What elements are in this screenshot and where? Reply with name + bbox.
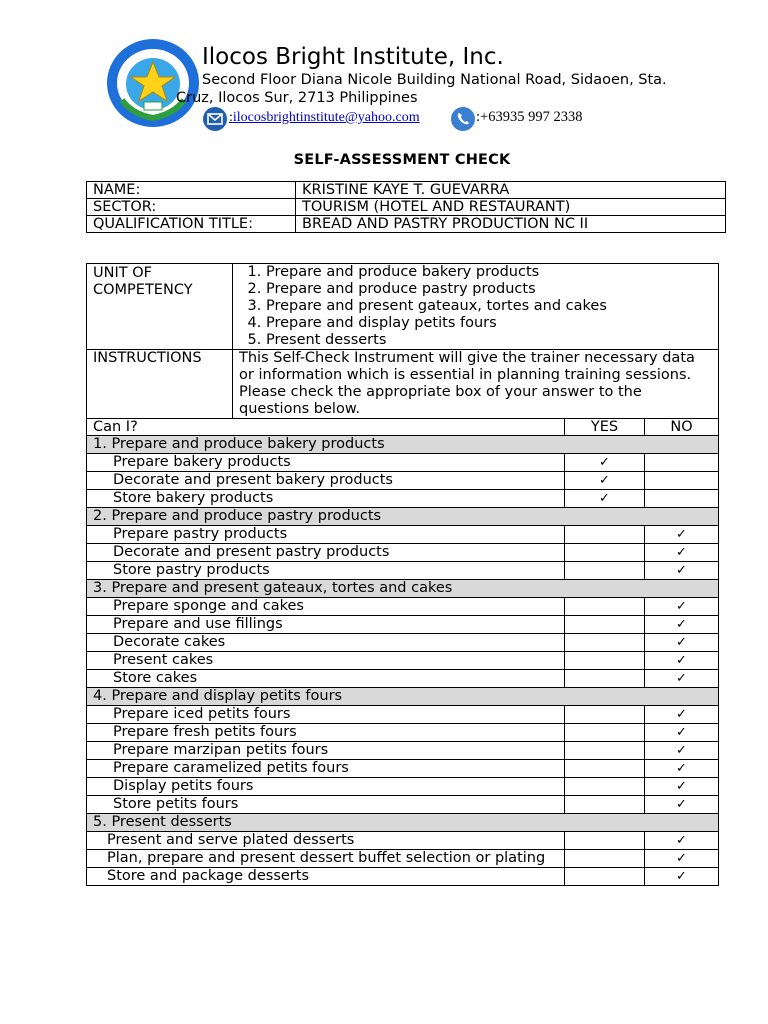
no-checkbox-cell[interactable] [645, 454, 719, 472]
question-row [87, 544, 719, 562]
unit-of-competency-row [87, 264, 719, 350]
yes-checkbox-cell[interactable] [565, 490, 645, 508]
yes-checkbox-cell[interactable] [565, 724, 645, 742]
question-text: Prepare marzipan petits fours [87, 742, 565, 760]
check-mark-icon: ✓ [676, 617, 687, 632]
info-label: NAME: [87, 182, 296, 199]
yes-checkbox-cell[interactable] [565, 526, 645, 544]
envelope-icon [202, 107, 228, 131]
address-line-1: Second Floor Diana Nicole Building National Road, Sidaoen, Sta. [202, 72, 667, 88]
no-checkbox-cell[interactable] [645, 724, 719, 742]
section-header-row [87, 814, 719, 832]
question-row [87, 778, 719, 796]
institute-seal-logo [106, 38, 200, 128]
check-mark-icon: ✓ [676, 653, 687, 668]
question-text: Store pastry products [87, 562, 565, 580]
no-checkbox-cell[interactable] [645, 670, 719, 688]
no-checkbox-cell[interactable] [645, 868, 719, 886]
info-row [87, 199, 726, 216]
no-checkbox-cell[interactable] [645, 598, 719, 616]
question-text: Prepare fresh petits fours [87, 724, 565, 742]
no-checkbox-cell[interactable] [645, 850, 719, 868]
phone-number: :+63935 997 2338 [476, 109, 583, 125]
info-value: TOURISM (HOTEL AND RESTAURANT) [296, 199, 726, 216]
address-line-2: Cruz, Ilocos Sur, 2713 Philippines [176, 90, 418, 106]
yes-checkbox-cell[interactable] [565, 832, 645, 850]
yes-checkbox-cell[interactable] [565, 616, 645, 634]
question-text: Store and package desserts [87, 868, 565, 886]
uoc-item: 2. Prepare and produce pastry products [266, 281, 712, 298]
check-mark-icon: ✓ [676, 761, 687, 776]
section-title: 1. Prepare and produce bakery products [87, 436, 719, 454]
no-column-header: NO [645, 419, 719, 436]
yes-checkbox-cell[interactable] [565, 742, 645, 760]
uoc-item: 4. Prepare and display petits fours [266, 315, 712, 332]
no-checkbox-cell[interactable] [645, 634, 719, 652]
info-row [87, 182, 726, 199]
email-link[interactable] [229, 110, 420, 126]
check-mark-icon: ✓ [676, 851, 687, 866]
section-header-row [87, 436, 719, 454]
instructions-text: This Self-Check Instrument will give the trainer necessary data or information which is essential in planning training sessions. Please check the appropriate box of your answer to the questions below. [233, 350, 719, 419]
no-checkbox-cell[interactable] [645, 760, 719, 778]
question-row [87, 850, 719, 868]
unit-of-competency-label [87, 264, 233, 350]
phone-icon [451, 107, 475, 131]
question-text: Display petits fours [87, 778, 565, 796]
check-mark-icon: ✓ [599, 473, 610, 488]
check-mark-icon: ✓ [676, 635, 687, 650]
question-text: Decorate and present pastry products [87, 544, 565, 562]
info-value: BREAD AND PASTRY PRODUCTION NC II [296, 216, 726, 233]
section-title: 2. Prepare and produce pastry products [87, 508, 719, 526]
question-row [87, 760, 719, 778]
no-checkbox-cell[interactable] [645, 490, 719, 508]
no-checkbox-cell[interactable] [645, 472, 719, 490]
question-text: Store cakes [87, 670, 565, 688]
check-mark-icon: ✓ [599, 455, 610, 470]
document-title: SELF-ASSESSMENT CHECK [293, 152, 511, 168]
no-checkbox-cell[interactable] [645, 706, 719, 724]
institute-name: Ilocos Bright Institute, Inc. [202, 44, 504, 70]
question-text: Present and serve plated desserts [87, 832, 565, 850]
check-mark-icon: ✓ [676, 779, 687, 794]
section-title: 5. Present desserts [87, 814, 719, 832]
yes-checkbox-cell[interactable] [565, 454, 645, 472]
question-row [87, 742, 719, 760]
info-label: QUALIFICATION TITLE: [87, 216, 296, 233]
question-row [87, 706, 719, 724]
check-mark-icon: ✓ [676, 563, 687, 578]
question-row [87, 616, 719, 634]
check-mark-icon: ✓ [676, 527, 687, 542]
check-mark-icon: ✓ [676, 707, 687, 722]
no-checkbox-cell[interactable] [645, 778, 719, 796]
question-text: Store petits fours [87, 796, 565, 814]
question-row [87, 526, 719, 544]
check-mark-icon: ✓ [676, 599, 687, 614]
yes-checkbox-cell[interactable] [565, 562, 645, 580]
uoc-label-line: COMPETENCY [93, 282, 193, 298]
instructions-label: INSTRUCTIONS [87, 350, 233, 419]
trainee-info-table [86, 181, 726, 233]
question-text: Prepare bakery products [87, 454, 565, 472]
yes-checkbox-cell[interactable] [565, 598, 645, 616]
question-row [87, 652, 719, 670]
question-row [87, 454, 719, 472]
yes-checkbox-cell[interactable] [565, 778, 645, 796]
question-row [87, 670, 719, 688]
email-address[interactable]: ilocosbrightinstitute@yahoo.com [232, 110, 420, 125]
no-checkbox-cell[interactable] [645, 544, 719, 562]
question-row [87, 868, 719, 886]
no-checkbox-cell[interactable] [645, 616, 719, 634]
yes-checkbox-cell[interactable] [565, 706, 645, 724]
question-row [87, 472, 719, 490]
uoc-item: 3. Prepare and present gateaux, tortes and cakes [266, 298, 712, 315]
section-title: 4. Prepare and display petits fours [87, 688, 719, 706]
yes-checkbox-cell[interactable] [565, 796, 645, 814]
yes-checkbox-cell[interactable] [565, 850, 645, 868]
question-row [87, 562, 719, 580]
check-mark-icon: ✓ [676, 743, 687, 758]
column-header-row [87, 419, 719, 436]
email-prefix: : [229, 110, 233, 125]
unit-of-competency-list [233, 264, 719, 350]
check-mark-icon: ✓ [599, 491, 610, 506]
no-checkbox-cell[interactable] [645, 562, 719, 580]
question-row [87, 832, 719, 850]
question-text: Prepare and use fillings [87, 616, 565, 634]
self-assessment-table [86, 263, 719, 886]
info-row [87, 216, 726, 233]
question-text: Decorate and present bakery products [87, 472, 565, 490]
yes-checkbox-cell[interactable] [565, 670, 645, 688]
question-text: Present cakes [87, 652, 565, 670]
check-mark-icon: ✓ [676, 797, 687, 812]
no-checkbox-cell[interactable] [645, 742, 719, 760]
info-value: KRISTINE KAYE T. GUEVARRA [296, 182, 726, 199]
question-text: Plan, prepare and present dessert buffet selection or plating [87, 850, 565, 868]
question-row [87, 598, 719, 616]
question-text: Store bakery products [87, 490, 565, 508]
uoc-item: 1. Prepare and produce bakery products [266, 264, 712, 281]
yes-checkbox-cell[interactable] [565, 634, 645, 652]
uoc-item: 5. Present desserts [266, 332, 712, 349]
check-mark-icon: ✓ [676, 671, 687, 686]
check-mark-icon: ✓ [676, 725, 687, 740]
question-row [87, 634, 719, 652]
question-text: Prepare sponge and cakes [87, 598, 565, 616]
yes-checkbox-cell[interactable] [565, 544, 645, 562]
yes-checkbox-cell[interactable] [565, 472, 645, 490]
check-mark-icon: ✓ [676, 833, 687, 848]
no-checkbox-cell[interactable] [645, 526, 719, 544]
question-column-header: Can I? [87, 419, 565, 436]
no-checkbox-cell[interactable] [645, 652, 719, 670]
info-label: SECTOR: [87, 199, 296, 216]
yes-checkbox-cell[interactable] [565, 652, 645, 670]
section-header-row [87, 508, 719, 526]
check-mark-icon: ✓ [676, 869, 687, 884]
question-text: Prepare pastry products [87, 526, 565, 544]
question-text: Prepare caramelized petits fours [87, 760, 565, 778]
question-text: Decorate cakes [87, 634, 565, 652]
section-header-row [87, 688, 719, 706]
question-row [87, 490, 719, 508]
uoc-label-line: UNIT OF [93, 265, 152, 281]
check-mark-icon: ✓ [676, 545, 687, 560]
yes-checkbox-cell[interactable] [565, 868, 645, 886]
section-header-row [87, 580, 719, 598]
yes-checkbox-cell[interactable] [565, 760, 645, 778]
no-checkbox-cell[interactable] [645, 832, 719, 850]
yes-column-header: YES [565, 419, 645, 436]
question-text: Prepare iced petits fours [87, 706, 565, 724]
question-row [87, 724, 719, 742]
instructions-row [87, 350, 719, 419]
question-row [87, 796, 719, 814]
no-checkbox-cell[interactable] [645, 796, 719, 814]
section-title: 3. Prepare and present gateaux, tortes and cakes [87, 580, 719, 598]
